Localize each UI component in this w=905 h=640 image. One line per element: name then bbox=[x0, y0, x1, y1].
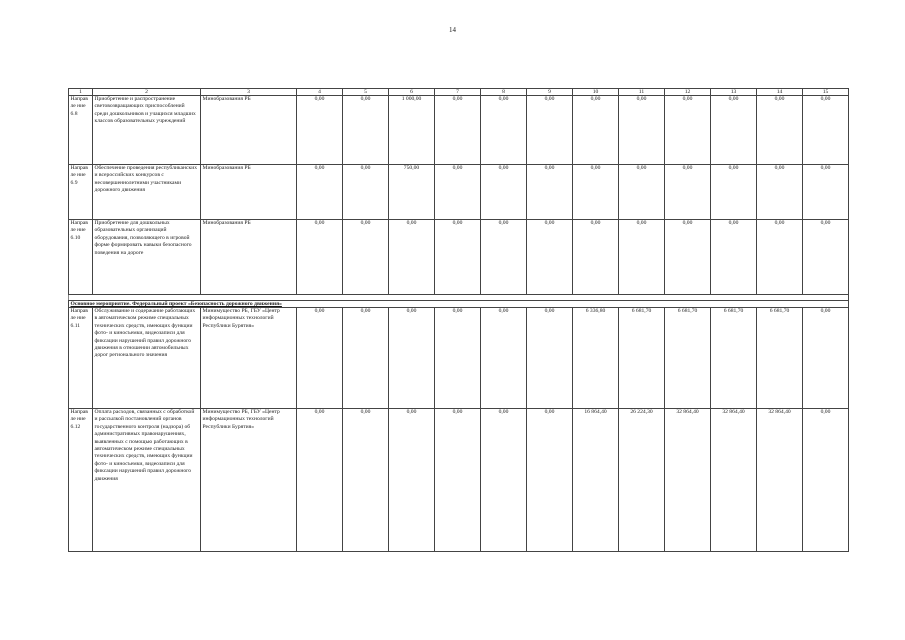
value-cell: 0,00 bbox=[665, 96, 711, 165]
value-cell: 0,00 bbox=[619, 220, 665, 295]
value-cell: 0,00 bbox=[389, 409, 435, 552]
value-cell: 0,00 bbox=[573, 96, 619, 165]
table-row bbox=[69, 409, 849, 552]
value-cell: 0,00 bbox=[803, 165, 849, 220]
section-row bbox=[69, 301, 849, 308]
value-cell: 0,00 bbox=[573, 165, 619, 220]
header-cell: 6 bbox=[389, 89, 435, 96]
value-cell: 0,00 bbox=[481, 220, 527, 295]
budget-table bbox=[68, 88, 849, 552]
value-cell: 16 864,40 bbox=[573, 409, 619, 552]
header-cell: 2 bbox=[93, 89, 201, 96]
row-executor: Минимущество РБ, ГБУ «Центр информационных технологий Республики Бурятия» bbox=[201, 409, 297, 552]
value-cell: 0,00 bbox=[343, 409, 389, 552]
value-cell: 0,00 bbox=[389, 308, 435, 409]
value-cell: 26 224,30 bbox=[619, 409, 665, 552]
value-cell: 1 000,00 bbox=[389, 96, 435, 165]
value-cell: 0,00 bbox=[711, 165, 757, 220]
value-cell: 0,00 bbox=[527, 96, 573, 165]
header-cell: 15 bbox=[803, 89, 849, 96]
value-cell: 0,00 bbox=[803, 96, 849, 165]
value-cell: 0,00 bbox=[297, 96, 343, 165]
row-code: Направле ние 6.12 bbox=[69, 409, 93, 552]
header-cell: 3 bbox=[201, 89, 297, 96]
row-executor: Минобразования РБ bbox=[201, 96, 297, 165]
value-cell: 6 681,70 bbox=[711, 308, 757, 409]
page-number: 14 bbox=[449, 26, 456, 34]
header-cell: 8 bbox=[481, 89, 527, 96]
value-cell: 0,00 bbox=[343, 308, 389, 409]
header-cell: 5 bbox=[343, 89, 389, 96]
value-cell: 0,00 bbox=[435, 96, 481, 165]
value-cell: 0,00 bbox=[573, 220, 619, 295]
value-cell: 0,00 bbox=[527, 165, 573, 220]
value-cell: 0,00 bbox=[665, 220, 711, 295]
value-cell: 0,00 bbox=[481, 308, 527, 409]
value-cell: 0,00 bbox=[297, 409, 343, 552]
value-cell: 0,00 bbox=[803, 308, 849, 409]
value-cell: 0,00 bbox=[343, 220, 389, 295]
value-cell: 32 864,40 bbox=[757, 409, 803, 552]
header-cell: 11 bbox=[619, 89, 665, 96]
value-cell: 6 336,80 bbox=[573, 308, 619, 409]
row-executor: Минимущество РБ, ГБУ «Центр информационных технологий Республики Бурятия» bbox=[201, 308, 297, 409]
table-row bbox=[69, 96, 849, 165]
header-cell: 10 bbox=[573, 89, 619, 96]
section-title: Основное мероприятие. Федеральный проект «Безопасность дорожного движения» bbox=[69, 301, 849, 308]
value-cell: 0,00 bbox=[803, 409, 849, 552]
value-cell: 0,00 bbox=[757, 220, 803, 295]
value-cell: 0,00 bbox=[527, 409, 573, 552]
value-cell: 6 681,70 bbox=[619, 308, 665, 409]
value-cell: 0,00 bbox=[527, 220, 573, 295]
header-cell: 1 bbox=[69, 89, 93, 96]
header-cell: 9 bbox=[527, 89, 573, 96]
value-cell: 0,00 bbox=[711, 96, 757, 165]
value-cell: 0,00 bbox=[757, 165, 803, 220]
header-cell: 12 bbox=[665, 89, 711, 96]
value-cell: 6 681,70 bbox=[665, 308, 711, 409]
value-cell: 32 864,40 bbox=[711, 409, 757, 552]
value-cell: 0,00 bbox=[297, 165, 343, 220]
header-cell: 4 bbox=[297, 89, 343, 96]
table-row bbox=[69, 165, 849, 220]
value-cell: 0,00 bbox=[481, 165, 527, 220]
value-cell: 0,00 bbox=[297, 220, 343, 295]
header-cell: 13 bbox=[711, 89, 757, 96]
value-cell: 0,00 bbox=[757, 96, 803, 165]
row-description: Обеспечение проведения республиканских и всероссийских конкурсов с несовершеннолетними участниками дорожного движения bbox=[93, 165, 201, 220]
value-cell: 0,00 bbox=[619, 165, 665, 220]
value-cell: 0,00 bbox=[435, 165, 481, 220]
row-executor: Минобразования РБ bbox=[201, 220, 297, 295]
table-row bbox=[69, 308, 849, 409]
value-cell: 0,00 bbox=[435, 308, 481, 409]
row-description: Оплата расходов, связанных с обработкой и рассылкой постановлений органов государственного контроля (надзора) об административных правонарушениях, выявленных с помощью работающих в автоматическом режиме специальных технических средств, имеющих функции фото- и киносъемки, видеозаписи для фиксации нарушений правил дорожного движения bbox=[93, 409, 201, 552]
value-cell: 0,00 bbox=[481, 409, 527, 552]
value-cell: 0,00 bbox=[527, 308, 573, 409]
value-cell: 0,00 bbox=[343, 96, 389, 165]
value-cell: 0,00 bbox=[435, 409, 481, 552]
row-code: Направле ние 6.9 bbox=[69, 165, 93, 220]
value-cell: 32 864,40 bbox=[665, 409, 711, 552]
row-description: Приобретение для дошкольных образовательных организаций оборудования, позволяющего в игровой форме формировать навыки безопасного поведения на дороге bbox=[93, 220, 201, 295]
value-cell: 0,00 bbox=[619, 96, 665, 165]
row-code: Направле ние 6.11 bbox=[69, 308, 93, 409]
row-executor: Минобразования РБ bbox=[201, 165, 297, 220]
value-cell: 0,00 bbox=[343, 165, 389, 220]
value-cell: 0,00 bbox=[803, 220, 849, 295]
value-cell: 0,00 bbox=[389, 220, 435, 295]
value-cell: 0,00 bbox=[665, 165, 711, 220]
row-code: Направле ние 6.8 bbox=[69, 96, 93, 165]
header-cell: 14 bbox=[757, 89, 803, 96]
value-cell: 6 681,70 bbox=[757, 308, 803, 409]
header-row bbox=[69, 89, 849, 96]
value-cell: 0,00 bbox=[481, 96, 527, 165]
value-cell: 0,00 bbox=[435, 220, 481, 295]
row-description: Приобретение и распространение световозвращающих приспособлений среди дошкольников и учащихся младших классов образовательных учреждений bbox=[93, 96, 201, 165]
row-code: Направле ние 6.10 bbox=[69, 220, 93, 295]
row-description: Обслуживание и содержание работающих в автоматическом режиме специальных технических средств, имеющих функции фото- и киносъемки, видеозаписи для фиксации нарушений правил дорожного движения в отношении автомобильных дорог регионального значения bbox=[93, 308, 201, 409]
value-cell: 0,00 bbox=[711, 220, 757, 295]
header-cell: 7 bbox=[435, 89, 481, 96]
value-cell: 0,00 bbox=[297, 308, 343, 409]
value-cell: 750,00 bbox=[389, 165, 435, 220]
table-row bbox=[69, 220, 849, 295]
